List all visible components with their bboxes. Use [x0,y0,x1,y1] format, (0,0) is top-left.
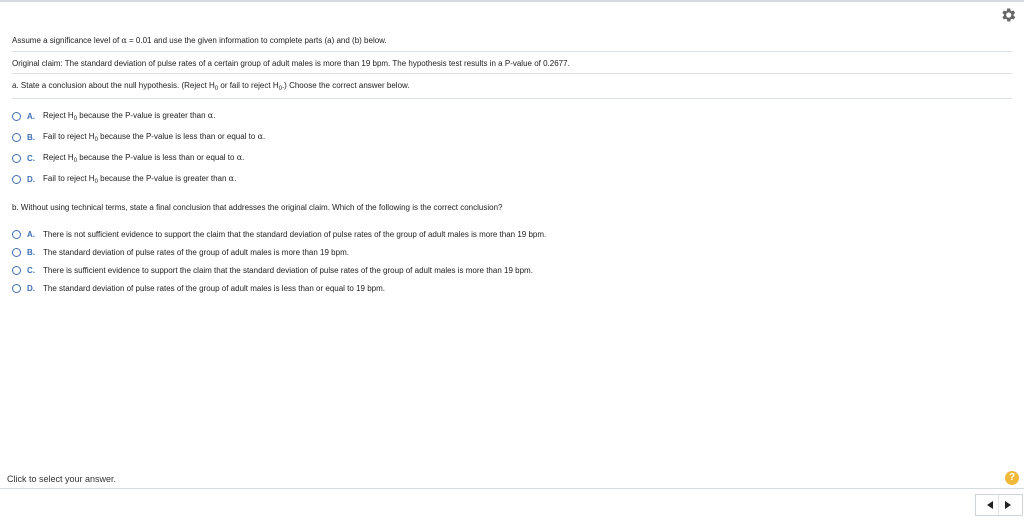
subscript-zero: 0 [214,86,219,92]
part-a-prompt-text: or fail to reject H [218,81,279,90]
radio-button[interactable] [12,112,21,121]
arrow-right-icon[interactable] [1005,501,1011,509]
option-text [43,111,215,122]
status-message: Click to select your answer. [7,474,117,484]
part-a-prompt-text: a. State a conclusion about the null hypothesis. (Reject H [12,81,215,90]
subscript-zero: 0 [73,115,78,122]
option-letter: D. [27,174,35,184]
radio-button[interactable] [12,230,21,239]
option-text-part: because the P-value is less than or equal to [77,152,237,162]
radio-button[interactable] [12,133,21,142]
option-letter: A. [27,229,35,239]
subscript-zero: 0 [278,86,282,92]
option-letter: C. [27,265,35,275]
option-text: The standard deviation of pulse rates of the group of adult males is less than or equal to 19 bpm. [43,283,385,293]
option-text [43,153,244,164]
option-text-part: . [234,173,237,183]
footer-divider [0,488,1024,489]
part-b-option-c[interactable] [12,264,533,276]
top-border [0,0,1024,2]
question-navigation [975,494,1023,516]
option-letter: B. [27,132,35,142]
option-text-part: Reject H [43,110,74,120]
option-text-part: Fail to reject H [43,131,95,141]
original-claim: Original claim: The standard deviation of pulse rates of a certain group of adult males is more than 19 bpm. The hypothesis test results in a P-value of 0.2677. [12,59,570,68]
option-text-part: . [262,131,266,141]
option-letter: D. [27,283,35,293]
option-letter: A. [27,111,35,121]
radio-button[interactable] [12,266,21,275]
option-text-part: because the P-value is greater than [97,173,229,183]
alpha-symbol: α [228,173,235,183]
divider [12,73,1012,74]
divider [12,98,1012,99]
subscript-zero: 0 [73,157,78,164]
part-b-option-d[interactable] [12,282,385,294]
radio-button[interactable] [12,175,21,184]
gear-icon[interactable] [999,6,1017,24]
arrow-left-icon[interactable] [987,501,993,509]
option-text-part: Fail to reject H [43,173,95,183]
nav-divider [998,495,999,515]
subscript-zero: 0 [94,178,98,185]
option-text-part: . [242,152,245,162]
option-text-part: because the P-value is greater than [77,110,208,120]
part-b-prompt: b. Without using technical terms, state a final conclusion that addresses the original claim. Which of the following is the correct conclusion? [12,203,503,212]
alpha-symbol: α [257,131,263,141]
option-letter: B. [27,247,35,257]
problem-intro [12,35,387,46]
radio-button[interactable] [12,154,21,163]
part-a-option-c[interactable] [12,152,244,164]
option-text: There is not sufficient evidence to support the claim that the standard deviation of pulse rates of the group of adult males is more than 19 bpm. [43,229,547,239]
alpha-symbol: α [121,36,127,45]
option-text: There is sufficient evidence to support the claim that the standard deviation of pulse rates of the group of adult males is more than 19 bpm. [43,265,533,275]
part-b-option-a[interactable] [12,228,546,240]
option-text: The standard deviation of pulse rates of the group of adult males is more than 19 bpm. [43,247,349,257]
option-text [43,174,236,185]
radio-button[interactable] [12,248,21,257]
alpha-symbol: α [207,110,214,120]
divider [12,51,1012,52]
option-text-part: Reject H [43,152,74,162]
part-a-prompt [12,80,410,95]
option-text-part: because the P-value is less than or equal to [97,131,258,141]
part-a-prompt-text: .) Choose the correct answer below. [281,81,410,90]
option-text [43,132,265,143]
option-text-part: . [213,110,216,120]
subscript-zero: 0 [94,136,98,143]
part-a-option-a[interactable] [12,110,215,122]
part-b-option-b[interactable] [12,246,349,258]
help-icon[interactable]: ? [1005,471,1019,485]
radio-button[interactable] [12,284,21,293]
intro-suffix: = 0.01 and use the given information to complete parts (a) and (b) below. [126,36,387,45]
alpha-symbol: α [236,152,243,162]
part-a-option-d[interactable] [12,173,236,185]
part-a-option-b[interactable] [12,131,265,143]
option-letter: C. [27,153,35,163]
intro-prefix: Assume a significance level of [12,36,122,45]
